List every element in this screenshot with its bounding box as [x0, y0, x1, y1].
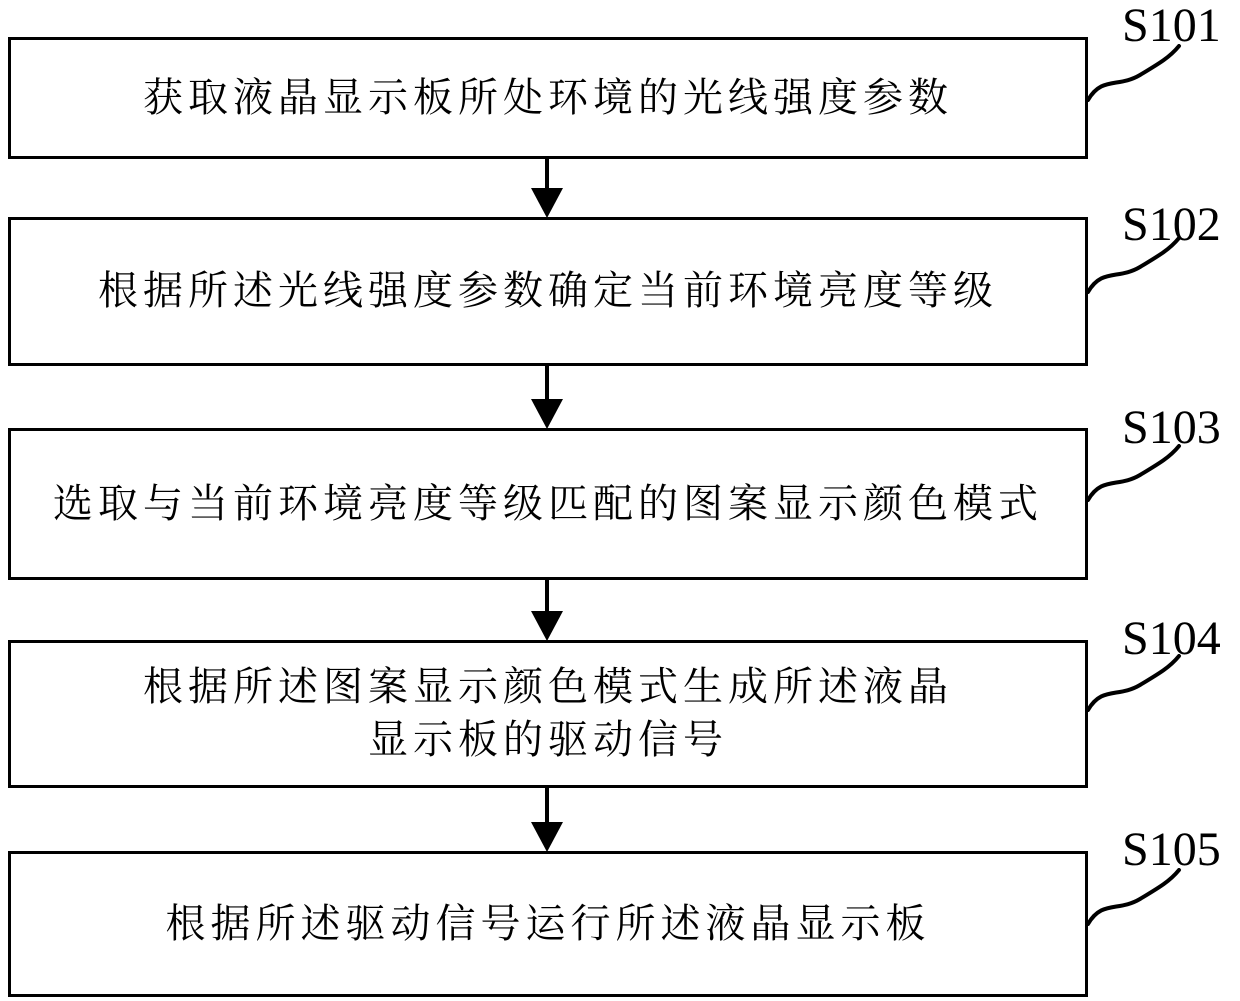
- label-connector-s101: [1086, 44, 1186, 102]
- step-label-s103: S103: [1122, 401, 1221, 454]
- step-text-s102: 根据所述光线强度参数确定当前环境亮度等级: [98, 268, 998, 315]
- step-label-s102: S102: [1122, 198, 1221, 251]
- label-connector-s105: [1086, 868, 1186, 926]
- step-label-s104: S104: [1122, 612, 1221, 665]
- down-arrow-icon: [529, 158, 565, 218]
- step-label-s105: S105: [1122, 823, 1221, 876]
- step-box-s104: [8, 640, 1088, 788]
- step-box-s103: [8, 428, 1088, 580]
- step-text-s101: 获取液晶显示板所处环境的光线强度参数: [143, 74, 953, 121]
- step-box-s105: [8, 851, 1088, 997]
- down-arrow-icon: [529, 579, 565, 641]
- step-text-s105: 根据所述驱动信号运行所述液晶显示板: [165, 900, 931, 947]
- step-text-s104: 根据所述图案显示颜色模式生成所述液晶 显示板的驱动信号: [143, 664, 953, 763]
- step-text-s103: 选取与当前环境亮度等级匹配的图案显示颜色模式: [53, 480, 1043, 527]
- down-arrow-icon: [529, 788, 565, 852]
- step-label-s101: S101: [1122, 0, 1221, 52]
- step-box-s101: [8, 37, 1088, 159]
- down-arrow-icon: [529, 366, 565, 429]
- step-box-s102: [8, 217, 1088, 366]
